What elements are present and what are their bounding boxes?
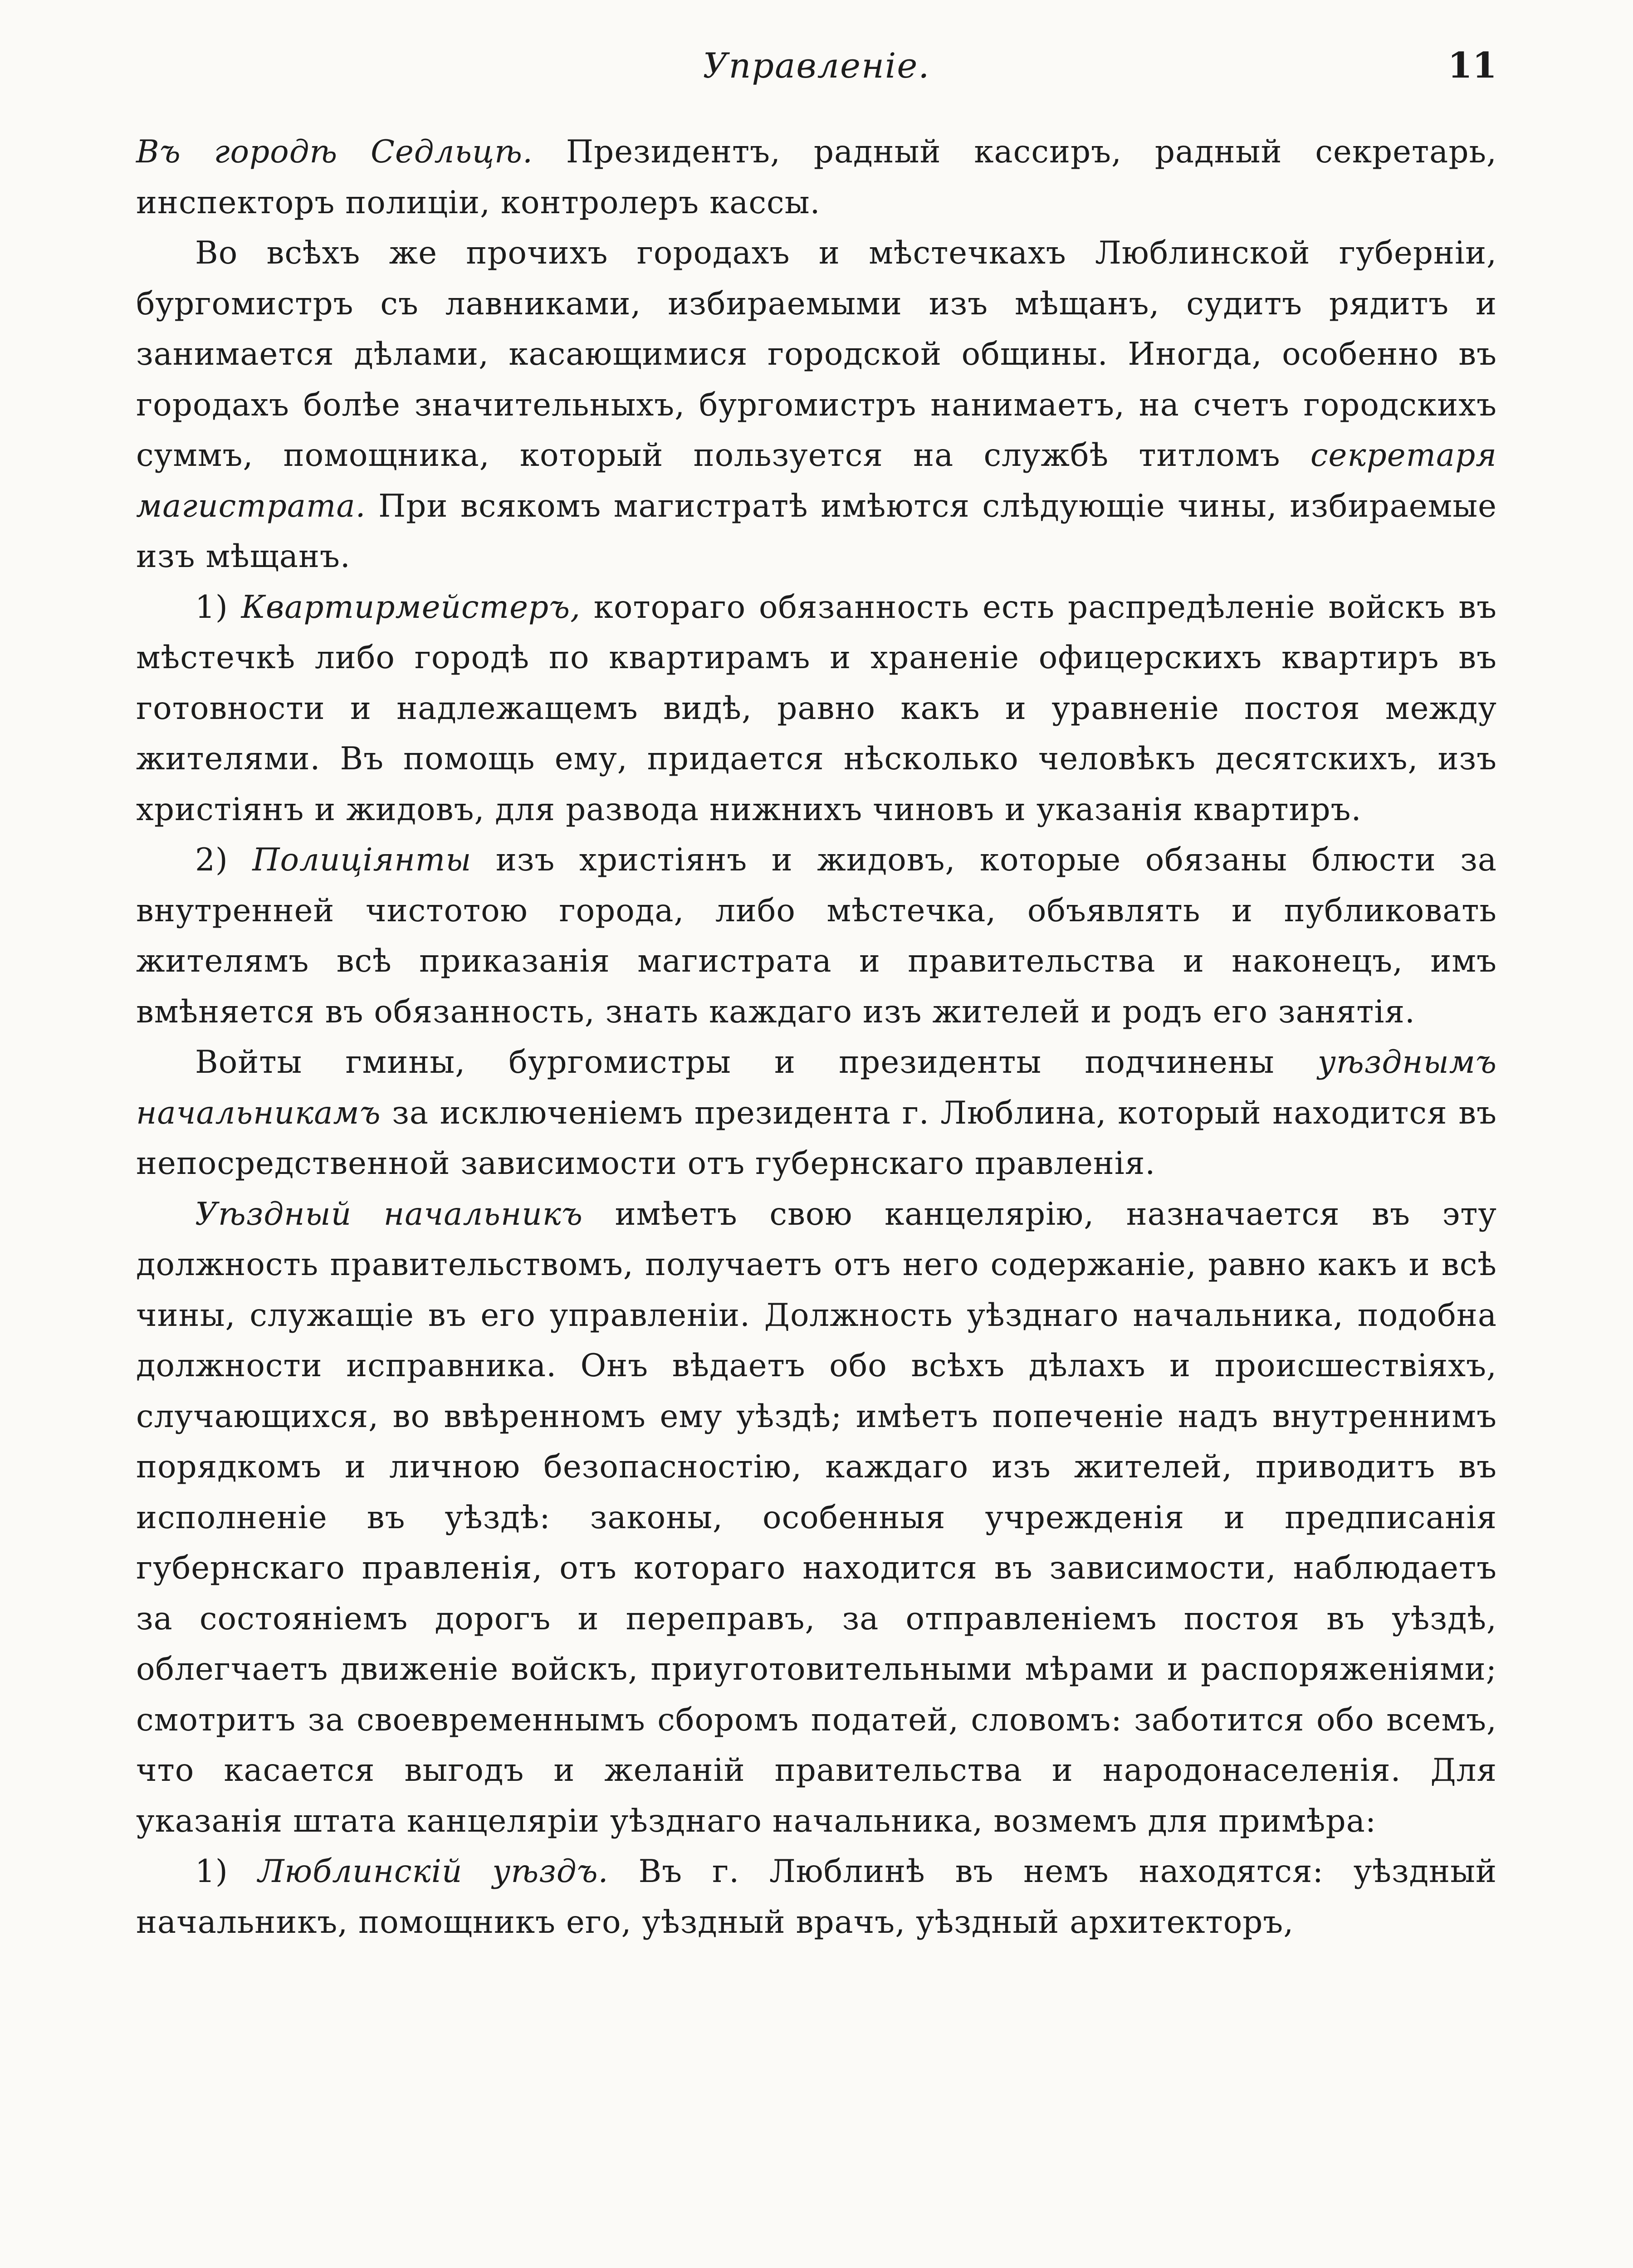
paragraph-5-after: за исключеніемъ президента г. Люблина, который находится въ непосредственной зависимости отъ губернскаго правленія. (136, 1095, 1497, 1182)
paragraph-3-emphasis: Квартирмейстеръ, (241, 589, 581, 626)
paragraph-2-after: При всякомъ магистратѣ имѣются слѣдующіе чины, избираемые изъ мѣщанъ. (136, 488, 1497, 575)
paragraph-3 (136, 582, 1497, 836)
paragraph-7-emphasis: Люблинскій уѣздъ. (258, 1853, 609, 1890)
paragraph-4-text: изъ христіянъ и жидовъ, которые обязаны блюсти за внутренней чистотою города, либо мѣстечка, объявлять и публиковать жителямъ всѣ приказанія магистрата и правительства и наконецъ, имъ вмѣняется въ обязанность, знать каждаго изъ жителей и родъ его занятія. (136, 842, 1497, 1030)
paragraph-7-text: Въ г. Люблинѣ въ немъ находятся: уѣздный начальникъ, помощникъ его, уѣздный врачъ, уѣздный архитекторъ, (136, 1853, 1497, 1941)
page (136, 36, 1497, 2268)
paragraph-3-number: 1) (195, 589, 228, 626)
page-header (136, 36, 1497, 95)
paragraph-2 (136, 228, 1497, 582)
page-number: 11 (1447, 45, 1497, 86)
paragraph-6 (136, 1189, 1497, 1847)
paragraph-7-number: 1) (195, 1853, 228, 1890)
paragraph-6-text: имѣетъ свою канцелярію, назначается въ эту должность правительствомъ, получаетъ отъ него содержаніе, равно какъ и всѣ чины, служащіе въ его управленіи. Должность уѣзднаго начальника, подобна должности исправника. Онъ вѣдаетъ обо всѣхъ дѣлахъ и происшествіяхъ, случающихся, во ввѣренномъ ему уѣздѣ; имѣетъ попеченіе надъ внутреннимъ порядкомъ и личною безопасностію, каждаго изъ жителей, приводитъ въ исполненіе въ уѣздѣ: законы, особенныя учрежденія и предписанія губернскаго правленія, отъ котораго находится въ зависимости, наблюдаетъ за состояніемъ дорогъ и переправъ, за отправленіемъ постоя въ уѣздѣ, облегчаетъ движеніе войскъ, приуготовительными мѣрами и распоряженіями; смотритъ за своевременнымъ сборомъ податей, словомъ: заботится обо всемъ, что касается выгодъ и желаній правительства и народонаселенія. Для указанія штата канцеляріи уѣзднаго начальника, возмемъ для примѣра: (136, 1196, 1497, 1839)
paragraph-5-before: Войты гмины, бургомистры и президенты подчинены (195, 1044, 1318, 1080)
page-body (136, 127, 1497, 1948)
paragraph-4 (136, 835, 1497, 1037)
paragraph-5-emphasis: уѣзднымъ начальникамъ (136, 1044, 1497, 1131)
paragraph-4-number: 2) (195, 842, 228, 878)
paragraph-1-text: Президентъ, радный кассиръ, радный секретарь, инспекторъ полиціи, контролеръ кассы. (136, 134, 1497, 221)
paragraph-1-lead: Въ городѣ Седльцѣ. (136, 134, 533, 170)
paragraph-2-before: Во всѣхъ же прочихъ городахъ и мѣстечкахъ Люблинской губерніи, бургомистръ съ лавниками, избираемыми изъ мѣщанъ, судитъ рядитъ и занимается дѣлами, касающимися городской общины. Иногда, особенно въ городахъ болѣе значительныхъ, бургомистръ нанимаетъ, на счетъ городскихъ суммъ, помощника, который пользуется на службѣ титломъ (136, 235, 1497, 474)
paragraph-7 (136, 1847, 1497, 1948)
paragraph-4-emphasis: Полиціянты (252, 842, 472, 878)
paragraph-5 (136, 1037, 1497, 1189)
paragraph-2-emphasis: секретаря магистрата. (136, 437, 1497, 524)
running-head: Управленіе. (703, 45, 930, 86)
paragraph-1 (136, 127, 1497, 228)
paragraph-3-text: котораго обязанность есть распредѣленіе войскъ въ мѣстечкѣ либо городѣ по квартирамъ и храненіе офицерскихъ квартиръ въ готовности и надлежащемъ видѣ, равно какъ и уравненіе постоя между жителями. Въ помощь ему, придается нѣсколько человѣкъ десятскихъ, изъ христіянъ и жидовъ, для развода нижнихъ чиновъ и указанія квартиръ. (136, 589, 1497, 828)
paragraph-6-lead: Уѣздный начальникъ (195, 1196, 583, 1232)
